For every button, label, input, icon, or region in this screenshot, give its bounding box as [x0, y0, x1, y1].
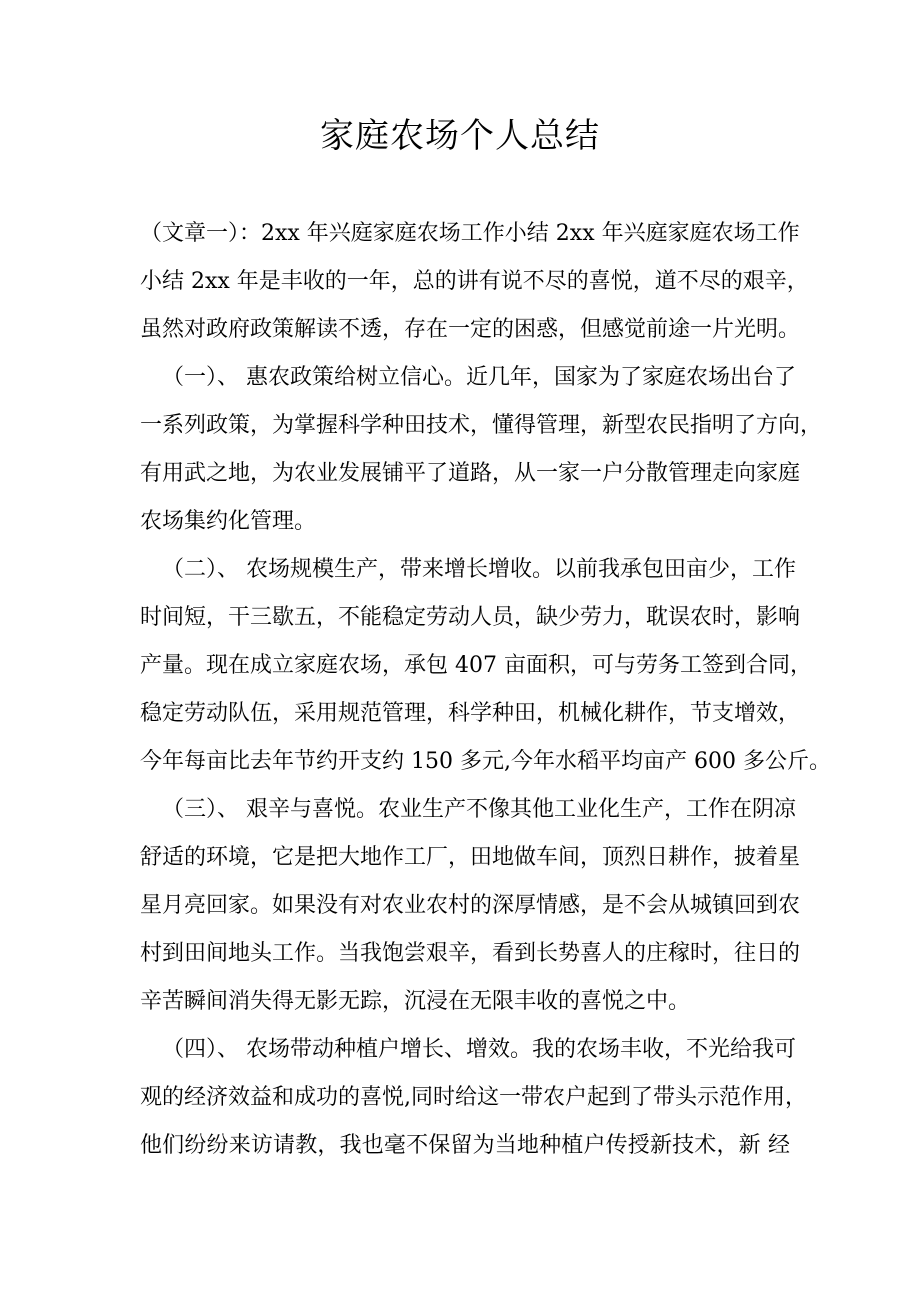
text-line: （三）、 艰辛与喜悦。农业生产不像其他工业化生产，工作在阴凉 — [162, 797, 796, 822]
text-line: 农场集约化管理。 — [140, 509, 317, 534]
text-line: 他们纷纷来访请教，我也毫不保留为当地种植户传授新技术，新 经 — [140, 1133, 790, 1158]
text-line: 观的经济效益和成功的喜悦,同时给这一带农户起到了带头示范作用， — [140, 1085, 807, 1110]
text-line: （四）、 农场带动种植户增长、增效。我的农场丰收，不光给我可 — [162, 1037, 796, 1062]
paragraph-section-4 — [140, 1026, 807, 1170]
text-line: 产量。现在成立家庭农场，承包 407 亩面积，可与劳务工签到合同， — [140, 653, 812, 678]
text-line: 小结 2xx 年是丰收的一年，总的讲有说不尽的喜悦，道不尽的艰辛， — [140, 269, 809, 294]
text-line: 有用武之地，为农业发展铺平了道路，从一家一户分散管理走向家庭 — [140, 461, 801, 486]
paragraph-section-2 — [140, 546, 831, 786]
text-line: 时间短，干三歇五，不能稳定劳动人员，缺少劳力，耽误农时，影响 — [140, 605, 801, 630]
text-line: 一系列政策，为掌握科学种田技术，懂得管理，新型农民指明了方向， — [140, 413, 823, 438]
text-line: 村到田间地头工作。当我饱尝艰辛，看到长势喜人的庄稼时，往日的 — [140, 941, 801, 966]
paragraph-section-1 — [140, 354, 823, 546]
text-line: 虽然对政府政策解读不透，存在一定的困惑，但感觉前途一片光明。 — [140, 317, 801, 342]
text-line: 舒适的环境，它是把大地作工厂，田地做车间，顶烈日耕作，披着星 — [140, 845, 801, 870]
text-line: 今年每亩比去年节约开支约 150 多元,今年水稻平均亩产 600 多公斤。 — [140, 749, 831, 774]
text-line: 辛苦瞬间消失得无影无踪，沉浸在无限丰收的喜悦之中。 — [140, 989, 691, 1014]
paragraph-intro — [140, 210, 809, 354]
document-body — [140, 210, 831, 1170]
text-line: （二）、 农场规模生产，带来增长增收。以前我承包田亩少，工作 — [162, 557, 796, 582]
text-line: 稳定劳动队伍，采用规范管理，科学种田，机械化耕作，节支增效， — [140, 701, 801, 726]
text-line: （一）、 惠农政策给树立信心。近几年，国家为了家庭农场出台了 — [162, 365, 796, 390]
paragraph-section-3 — [140, 786, 801, 1026]
document-title: 家庭农场个人总结 — [320, 116, 600, 156]
text-line: 星月亮回家。如果没有对农业农村的深厚情感，是不会从城镇回到农 — [140, 893, 801, 918]
text-line: （文章一）：2xx 年兴庭家庭农场工作小结 2xx 年兴庭家庭农场工作 — [140, 221, 800, 246]
